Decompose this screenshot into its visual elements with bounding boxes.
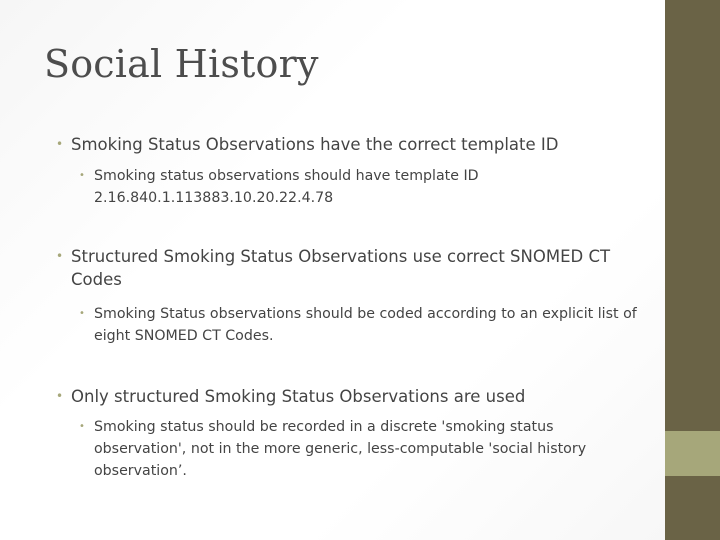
bullet-dot-icon: • <box>79 170 85 181</box>
sub-bullet-item <box>79 416 639 482</box>
sub-bullet-text: Smoking Status observations should be coded according to an explicit list of eight SNOMED CT Codes. <box>94 306 637 344</box>
sub-bullet-item <box>79 303 639 347</box>
bullet-text: Smoking Status Observations have the correct template ID <box>71 135 559 154</box>
bullet-item <box>56 133 656 156</box>
sub-bullet-text: Smoking status should be recorded in a discrete 'smoking status observation', not in the more generic, less-computable 'social history observation’. <box>94 419 587 479</box>
sub-bullet-text: Smoking status observations should have template ID 2.16.840.1.113883.10.20.22.4.78 <box>94 168 479 206</box>
sub-bullet-item <box>79 165 639 209</box>
bullet-text: Structured Smoking Status Observations use correct SNOMED CT Codes <box>71 247 611 289</box>
slide-title: Social History <box>44 42 319 86</box>
bullet-dot-icon: • <box>56 249 64 263</box>
bullet-dot-icon: • <box>56 389 64 403</box>
bullet-dot-icon: • <box>79 421 85 432</box>
bullet-dot-icon: • <box>79 308 85 319</box>
side-bar-accent <box>665 431 720 476</box>
bullet-dot-icon: • <box>56 137 64 151</box>
bullet-text: Only structured Smoking Status Observations are used <box>71 387 526 406</box>
bullet-item <box>56 385 656 408</box>
bullet-item <box>56 245 656 291</box>
